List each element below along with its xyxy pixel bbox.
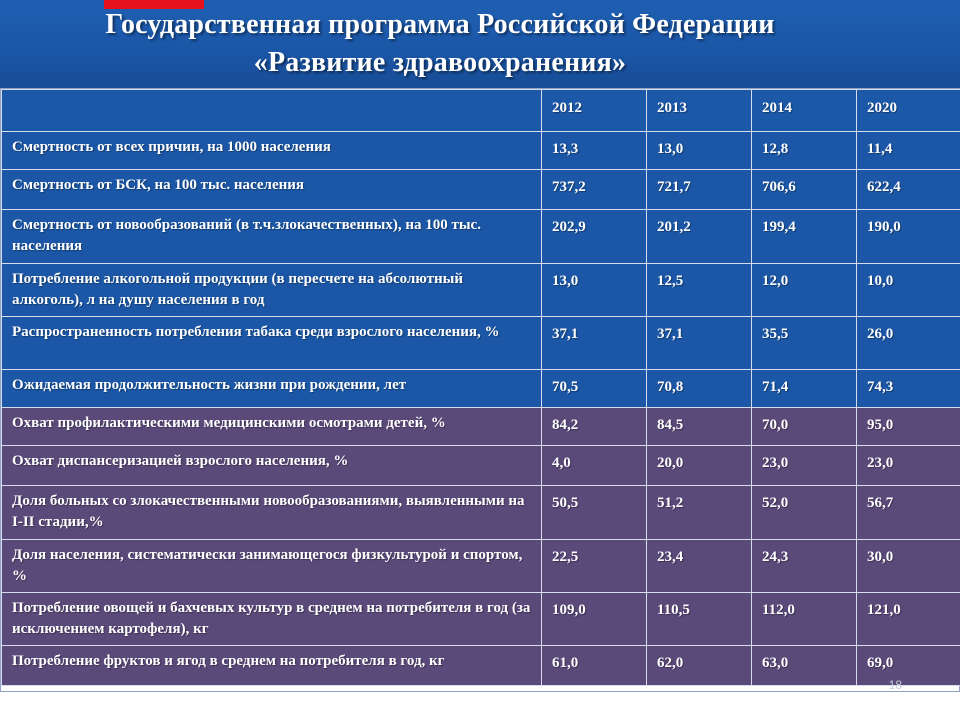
red-accent-bar: [104, 0, 204, 9]
indicators-table-container: [0, 88, 960, 692]
row-value: 12,0: [752, 264, 857, 317]
row-value: 23,0: [857, 446, 960, 486]
row-value: 112,0: [752, 593, 857, 646]
table-row: [2, 646, 960, 686]
header-year-2012: 2012: [542, 90, 647, 132]
row-value: 10,0: [857, 264, 960, 317]
row-value: 23,0: [752, 446, 857, 486]
row-label: Доля населения, систематически занимающегося физкультурой и спортом, %: [2, 540, 542, 593]
row-value: 37,1: [542, 317, 647, 370]
table-row: [2, 486, 960, 540]
row-value: 37,1: [647, 317, 752, 370]
row-value: 70,5: [542, 370, 647, 408]
header-year-2014: 2014: [752, 90, 857, 132]
row-value: 121,0: [857, 593, 960, 646]
row-value: 23,4: [647, 540, 752, 593]
row-label: Смертность от БСК, на 100 тыс. населения: [2, 170, 542, 210]
row-value: 63,0: [752, 646, 857, 686]
table-row: [2, 170, 960, 210]
row-label: Потребление фруктов и ягод в среднем на потребителя в год, кг: [2, 646, 542, 686]
row-label: Распространенность потребления табака среди взрослого населения, %: [2, 317, 542, 370]
row-value: 721,7: [647, 170, 752, 210]
header-year-2013: 2013: [647, 90, 752, 132]
row-value: 110,5: [647, 593, 752, 646]
indicators-table: [1, 89, 960, 686]
row-value: 737,2: [542, 170, 647, 210]
row-label: Смертность от новообразований (в т.ч.злокачественных), на 100 тыс. населения: [2, 210, 542, 264]
row-value: 84,2: [542, 408, 647, 446]
row-value: 95,0: [857, 408, 960, 446]
row-value: 52,0: [752, 486, 857, 540]
row-value: 199,4: [752, 210, 857, 264]
row-value: 30,0: [857, 540, 960, 593]
row-label: Смертность от всех причин, на 1000 населения: [2, 132, 542, 170]
row-label: Охват профилактическими медицинскими осмотрами детей, %: [2, 408, 542, 446]
table-row: [2, 210, 960, 264]
row-label: Потребление овощей и бахчевых культур в среднем на потребителя в год (за исключением картофеля), кг: [2, 593, 542, 646]
table-row: [2, 593, 960, 646]
row-value: 69,0: [857, 646, 960, 686]
table-row: [2, 370, 960, 408]
table-header-row: [2, 90, 960, 132]
slide-title-line1: Государственная программа Российской Федерации: [105, 9, 775, 40]
slide-header: [0, 0, 960, 88]
row-value: 84,5: [647, 408, 752, 446]
row-value: 51,2: [647, 486, 752, 540]
row-label: Доля больных со злокачественными новообразованиями, выявленными на I-II стадии,%: [2, 486, 542, 540]
row-value: 71,4: [752, 370, 857, 408]
row-value: 201,2: [647, 210, 752, 264]
row-value: 24,3: [752, 540, 857, 593]
row-value: 13,0: [647, 132, 752, 170]
row-value: 202,9: [542, 210, 647, 264]
row-value: 22,5: [542, 540, 647, 593]
row-value: 4,0: [542, 446, 647, 486]
row-label: Ожидаемая продолжительность жизни при рождении, лет: [2, 370, 542, 408]
row-value: 622,4: [857, 170, 960, 210]
table-row: [2, 264, 960, 317]
row-value: 109,0: [542, 593, 647, 646]
table-row: [2, 408, 960, 446]
table-row: [2, 317, 960, 370]
row-value: 12,5: [647, 264, 752, 317]
page-number: 18: [888, 678, 902, 692]
row-label: Охват диспансеризацией взрослого населения, %: [2, 446, 542, 486]
row-value: 190,0: [857, 210, 960, 264]
row-value: 13,3: [542, 132, 647, 170]
row-value: 70,0: [752, 408, 857, 446]
row-value: 12,8: [752, 132, 857, 170]
row-value: 13,0: [542, 264, 647, 317]
row-value: 35,5: [752, 317, 857, 370]
row-value: 74,3: [857, 370, 960, 408]
slide-title-line2: «Развитие здравоохранения»: [253, 47, 627, 78]
row-value: 706,6: [752, 170, 857, 210]
row-value: 50,5: [542, 486, 647, 540]
row-value: 26,0: [857, 317, 960, 370]
header-indicator: [2, 90, 542, 132]
table-row: [2, 446, 960, 486]
table-row: [2, 132, 960, 170]
row-value: 56,7: [857, 486, 960, 540]
row-value: 11,4: [857, 132, 960, 170]
row-value: 61,0: [542, 646, 647, 686]
row-value: 20,0: [647, 446, 752, 486]
header-year-2020: 2020: [857, 90, 960, 132]
row-value: 62,0: [647, 646, 752, 686]
row-value: 70,8: [647, 370, 752, 408]
table-row: [2, 540, 960, 593]
row-label: Потребление алкогольной продукции (в пересчете на абсолютный алкоголь), л на душу населения в год: [2, 264, 542, 317]
